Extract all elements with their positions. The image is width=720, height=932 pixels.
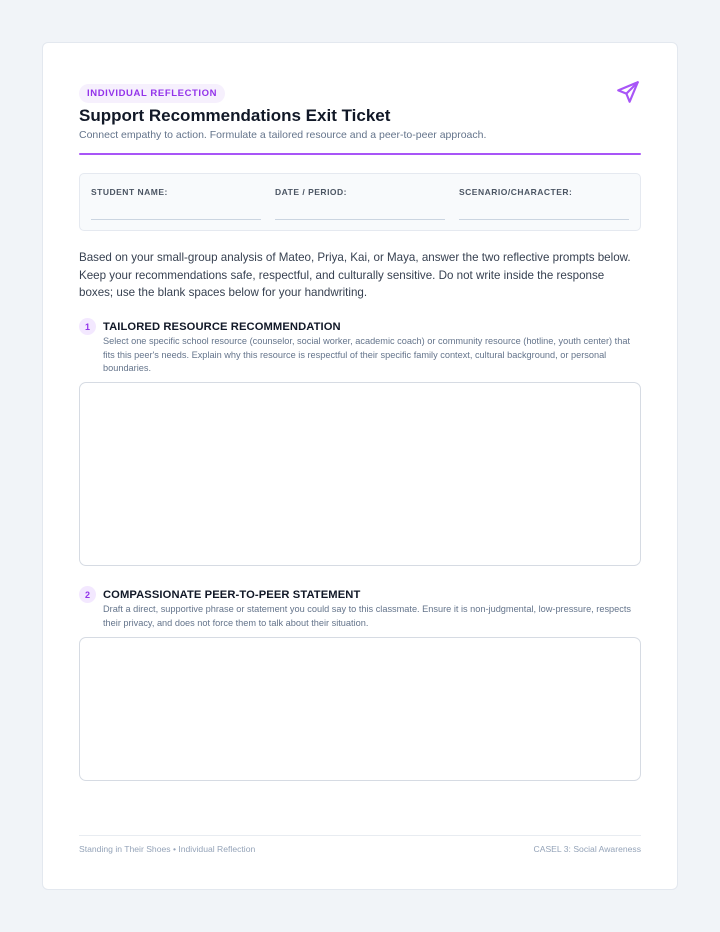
scenario-character-line	[459, 219, 629, 220]
worksheet-content	[79, 43, 641, 889]
response-box-2[interactable]	[79, 637, 641, 781]
instructions-text: Based on your small-group analysis of Mateo, Priya, Kai, or Maya, answer the two reflective prompts below. Keep your recommendations safe, respectful, and culturally sensitive. Do not write inside the response boxes; use the blank spaces below for your handwriting.	[79, 251, 631, 299]
scenario-character-label: SCENARIO/CHARACTER:	[459, 187, 573, 197]
question-title: COMPASSIONATE PEER-TO-PEER STATEMENT	[103, 589, 361, 601]
page-subtitle: Connect empathy to action. Formulate a tailored resource and a peer-to-peer approach.	[79, 129, 487, 141]
question-description: Draft a direct, supportive phrase or statement you could say to this classmate. Ensure it is non-judgmental, low-pressure, respects their privacy, and does not force them to talk about their situation.	[103, 604, 632, 628]
header-divider	[79, 153, 641, 155]
student-name-field[interactable]	[91, 174, 261, 230]
section-badge: INDIVIDUAL REFLECTION	[79, 84, 225, 103]
scenario-character-field[interactable]	[459, 174, 629, 230]
date-period-line	[275, 219, 445, 220]
student-info-box	[79, 173, 641, 231]
student-name-line	[91, 219, 261, 220]
response-box-1[interactable]	[79, 382, 641, 566]
send-icon	[615, 79, 641, 105]
date-period-field[interactable]	[275, 174, 445, 230]
student-name-label: STUDENT NAME:	[91, 187, 168, 197]
question-description: Select one specific school resource (counselor, social worker, academic coach) or community resource (hotline, youth center) that fits this peer's needs. Explain why this resource is respectful of their specific family context, cultural background, or personal boundaries.	[103, 336, 630, 374]
footer-divider	[79, 835, 641, 836]
worksheet-card	[42, 42, 678, 890]
question-number-badge: 2	[79, 586, 96, 603]
question-title: TAILORED RESOURCE RECOMMENDATION	[103, 321, 341, 333]
date-period-label: DATE / PERIOD:	[275, 187, 348, 197]
page-title: Support Recommendations Exit Ticket	[79, 106, 391, 125]
footer-unit-label: Standing in Their Shoes • Individual Reflection	[79, 844, 256, 854]
question-number-badge: 1	[79, 318, 96, 335]
footer-standard-label: CASEL 3: Social Awareness	[533, 844, 641, 854]
